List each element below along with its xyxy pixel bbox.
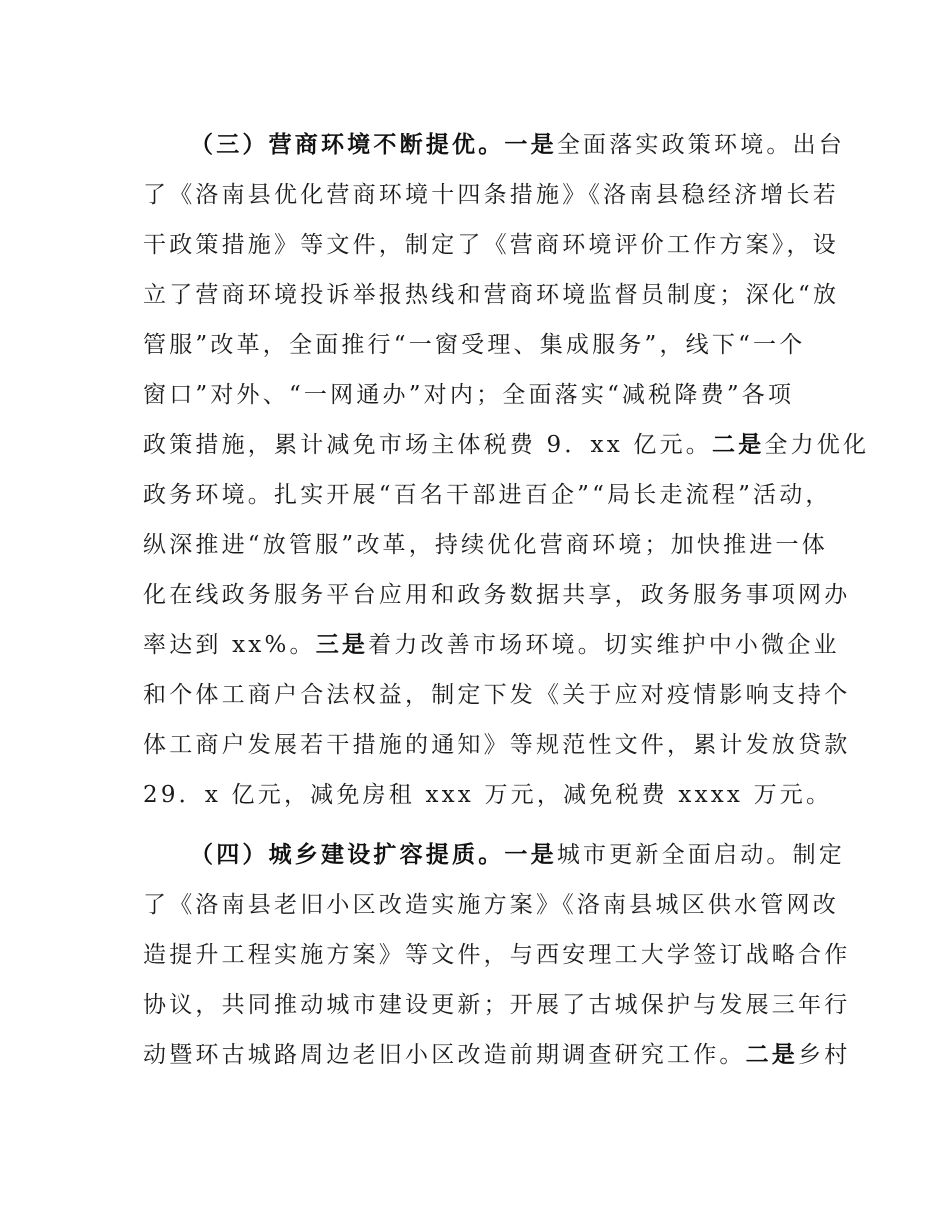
text-run: 着力改善市场环境。切实维护中小微企业: [368, 632, 840, 658]
text-run: 体工商户发展若干措施的通知》等规范性文件，累计发放贷款: [143, 732, 851, 758]
text-run: 和个体工商户合法权益，制定下发《关于应对疫情影响支持个: [143, 682, 851, 708]
text-line: [190, 130, 845, 160]
text-run: 管服”改革，全面推行“一窗受理、集成服务”，线下“一个: [143, 332, 806, 358]
text-run: 立了营商环境投诉举报热线和营商环境监督员制度；深化“放: [143, 282, 840, 308]
bold-text: 一是: [504, 842, 557, 868]
text-line: [143, 430, 869, 460]
text-line: [143, 230, 839, 260]
text-run: 窗口”对外、“一网通办”对内；全面落实“减税降费”各项: [143, 382, 795, 408]
text-run: 乡村: [798, 1042, 851, 1068]
text-line: [143, 580, 850, 610]
text-run: 化在线政务服务平台应用和政务数据共享，政务服务事项网办: [143, 582, 851, 608]
text-line: [143, 380, 794, 410]
text-line: [143, 330, 805, 360]
text-run: 29．x 亿元，减免房租 xxx 万元，减免税费 xxxx 万元。: [143, 782, 833, 808]
text-run: 全面落实政策环境。出台: [556, 132, 846, 158]
text-run: 造提升工程实施方案》等文件，与西安理工大学签订战略合作: [143, 942, 851, 968]
text-run: 率达到 xx%。: [143, 632, 316, 658]
text-run: 了《洛南县优化营商环境十四条措施》《洛南县稳经济增长若: [143, 182, 839, 208]
text-line: [143, 890, 839, 920]
text-run: 城市更新全面启动。制定: [556, 842, 846, 868]
text-line: [143, 530, 828, 560]
text-run: 了《洛南县老旧小区改造实施方案》《洛南县城区供水管网改: [143, 892, 839, 918]
text-line: [143, 630, 840, 660]
text-line: [143, 1040, 850, 1070]
text-line: [143, 990, 850, 1020]
text-run: 纵深推进“放管服”改革，持续优化营商环境；加快推进一体: [143, 532, 828, 558]
bold-text: 三是: [315, 632, 369, 658]
text-run: 干政策措施》等文件，制定了《营商环境评价工作方案》，设: [143, 232, 839, 258]
text-line: [143, 180, 839, 210]
text-run: 政策措施，累计减免市场主体税费 9．xx 亿元。: [143, 432, 712, 458]
text-run: 政务环境。扎实开展“百名干部进百企”“局长走流程”活动，: [143, 482, 832, 508]
text-line: [143, 940, 850, 970]
bold-text: 一是: [504, 132, 557, 158]
text-line: [143, 680, 850, 710]
text-line: [143, 280, 839, 310]
text-line: [143, 780, 832, 810]
text-line: [143, 730, 850, 760]
text-line: [143, 480, 832, 510]
bold-text: （三）营商环境不断提优。: [190, 132, 505, 158]
text-line: [190, 840, 845, 870]
bold-text: 二是: [745, 1042, 799, 1068]
bold-text: 二是: [712, 432, 765, 458]
text-run: 动暨环古城路周边老旧小区改造前期调查研究工作。: [143, 1042, 746, 1068]
text-run: 全力优化: [764, 432, 870, 458]
bold-text: （四）城乡建设扩容提质。: [190, 842, 505, 868]
text-run: 协议，共同推动城市建设更新；开展了古城保护与发展三年行: [143, 992, 851, 1018]
